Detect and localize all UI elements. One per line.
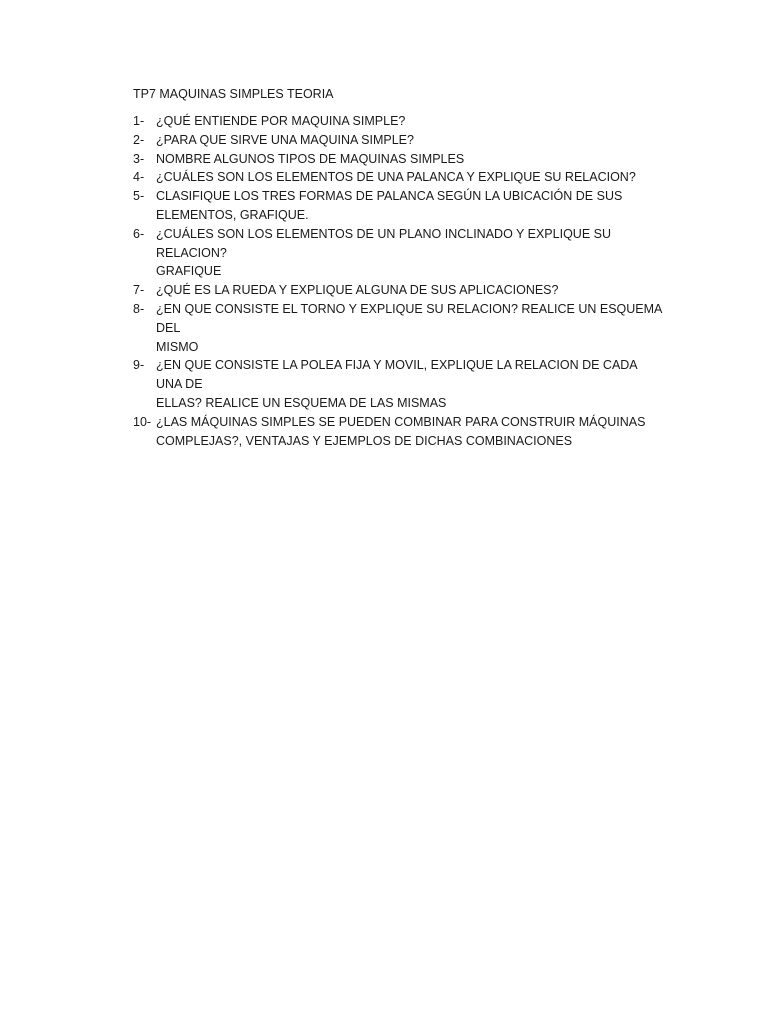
question-item — [133, 187, 663, 225]
question-text — [156, 112, 663, 131]
question-number: 9- — [133, 358, 145, 373]
question-number: 5- — [133, 189, 145, 204]
question-item — [133, 413, 663, 451]
question-number: 1- — [133, 114, 145, 128]
question-text-line: ELEMENTOS, GRAFIQUE. — [156, 207, 309, 222]
question-item — [133, 150, 663, 169]
question-text-line: ¿CUÁLES SON LOS ELEMENTOS DE UN PLANO INCLINADO Y EXPLIQUE SU RELACION? — [156, 226, 611, 260]
question-number: 10- — [133, 414, 152, 429]
document-title: TP7 MAQUINAS SIMPLES TEORIA — [133, 87, 334, 101]
question-text — [156, 168, 663, 187]
question-text-line: MISMO — [156, 339, 199, 354]
question-text-line: GRAFIQUE — [156, 264, 222, 279]
question-text — [156, 300, 663, 356]
question-number: 4- — [133, 170, 145, 185]
question-text-line: CLASIFIQUE LOS TRES FORMAS DE PALANCA SEGÚN LA UBICACIÓN DE SUS — [156, 189, 623, 204]
question-text — [156, 187, 663, 225]
question-item — [133, 356, 663, 412]
question-text-line: ¿QUÉ ENTIENDE POR MAQUINA SIMPLE? — [156, 114, 406, 128]
question-text-line: ¿LAS MÁQUINAS SIMPLES SE PUEDEN COMBINAR PARA CONSTRUIR MÁQUINAS — [156, 414, 646, 429]
question-number: 8- — [133, 301, 145, 316]
question-text-line: NOMBRE ALGUNOS TIPOS DE MAQUINAS SIMPLES — [156, 151, 465, 166]
question-text-line: ELLAS? REALICE UN ESQUEMA DE LAS MISMAS — [156, 395, 447, 410]
question-item — [133, 300, 663, 356]
question-text — [156, 356, 663, 412]
question-text — [156, 281, 663, 300]
question-text — [156, 225, 663, 281]
question-item — [133, 112, 663, 131]
question-text-line: ¿EN QUE CONSISTE LA POLEA FIJA Y MOVIL, EXPLIQUE LA RELACION DE CADA UNA DE — [156, 358, 637, 392]
question-text — [156, 131, 663, 150]
question-text — [156, 150, 663, 169]
question-text-line: ¿EN QUE CONSISTE EL TORNO Y EXPLIQUE SU RELACION? REALICE UN ESQUEMA DEL — [156, 301, 662, 335]
question-item — [133, 131, 663, 150]
question-item — [133, 225, 663, 281]
question-text-line: ¿QUÉ ES LA RUEDA Y EXPLIQUE ALGUNA DE SUS APLICACIONES? — [156, 283, 559, 298]
question-number: 2- — [133, 132, 145, 147]
question-item — [133, 168, 663, 187]
question-text-line: COMPLEJAS?, VENTAJAS Y EJEMPLOS DE DICHAS COMBINACIONES — [156, 433, 573, 448]
question-text-line: ¿PARA QUE SIRVE UNA MAQUINA SIMPLE? — [156, 132, 414, 147]
question-number: 6- — [133, 226, 145, 241]
question-list — [133, 112, 663, 450]
question-text — [156, 413, 663, 451]
question-item — [133, 281, 663, 300]
question-text-line: ¿CUÁLES SON LOS ELEMENTOS DE UNA PALANCA Y EXPLIQUE SU RELACION? — [156, 170, 636, 185]
question-number: 7- — [133, 283, 145, 298]
question-number: 3- — [133, 151, 145, 166]
